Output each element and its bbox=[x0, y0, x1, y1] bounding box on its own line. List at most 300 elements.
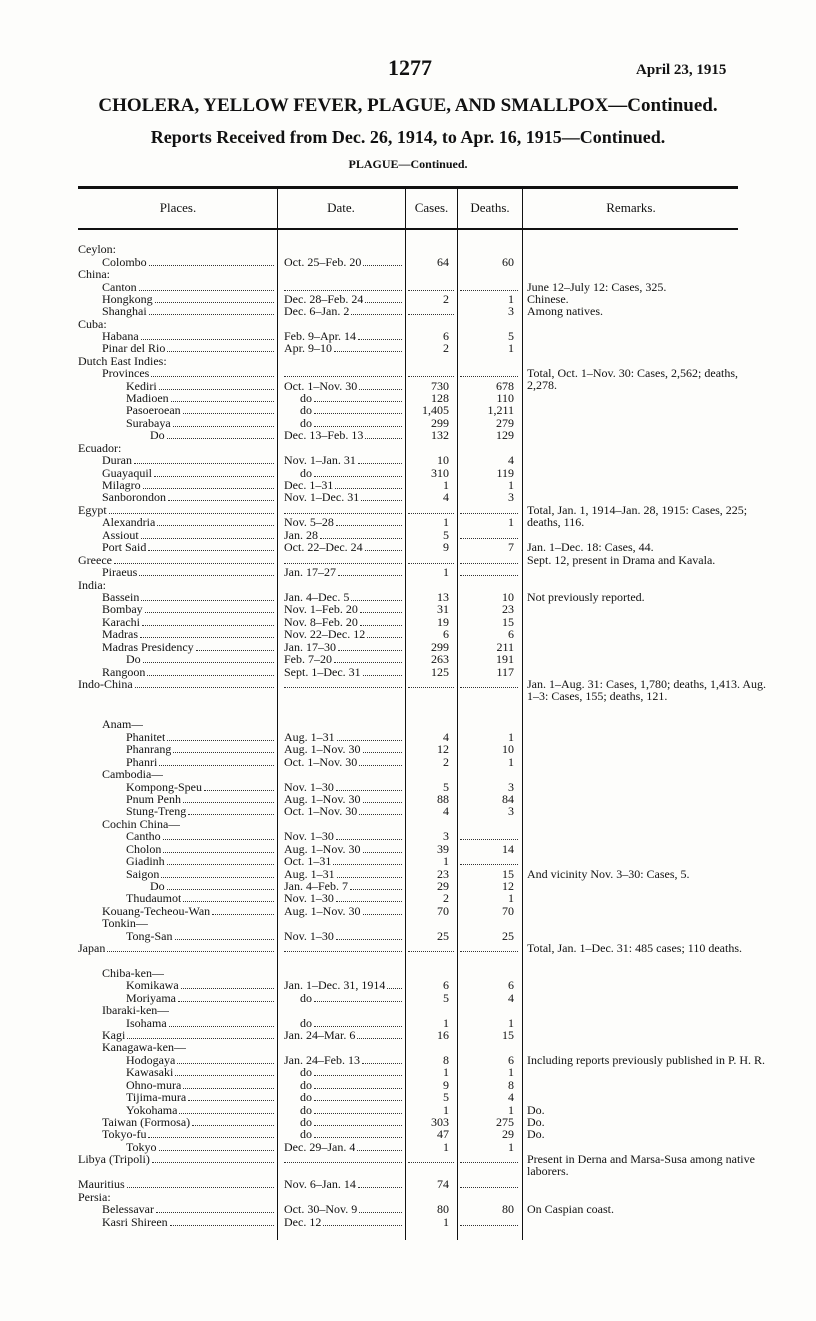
dot-leader bbox=[314, 1088, 402, 1089]
deaths-value: 80 bbox=[502, 1203, 514, 1216]
report-date: Jan. 4–Dec. 5 bbox=[284, 591, 350, 604]
remark-text: Jan. 1–Dec. 18: Cases, 44. bbox=[527, 540, 654, 554]
dot-leader bbox=[314, 1113, 402, 1114]
table-row bbox=[0, 1216, 816, 1229]
table-row bbox=[0, 768, 816, 781]
dot-leader bbox=[167, 351, 274, 352]
cases-value: 80 bbox=[437, 1203, 449, 1216]
dot-leader bbox=[141, 339, 274, 340]
dot-leader bbox=[151, 376, 274, 377]
dot-leader bbox=[148, 550, 274, 551]
report-date: Aug. 1–Nov. 30 bbox=[284, 905, 361, 918]
dot-leader bbox=[460, 513, 518, 514]
place-name: Libya (Tripoli) bbox=[78, 1153, 150, 1166]
dot-leader bbox=[178, 1001, 274, 1002]
deaths-value: 15 bbox=[502, 1029, 514, 1042]
table-row bbox=[0, 855, 816, 868]
cases-value: 1 bbox=[443, 1066, 449, 1079]
dot-leader bbox=[350, 889, 402, 890]
report-date: Jan. 28 bbox=[284, 529, 318, 542]
dot-leader bbox=[114, 563, 274, 564]
report-date: do bbox=[300, 1128, 312, 1141]
dot-leader bbox=[367, 637, 402, 638]
cases-value: 4 bbox=[443, 805, 449, 818]
cases-value: 2 bbox=[443, 756, 449, 769]
dot-leader bbox=[314, 413, 402, 414]
report-date: Jan. 1–Dec. 31, 1914 bbox=[284, 979, 386, 992]
dot-leader bbox=[107, 951, 274, 952]
deaths-value: 1 bbox=[508, 756, 514, 769]
deaths-value: 3 bbox=[508, 305, 514, 318]
deaths-value: 4 bbox=[508, 1091, 514, 1104]
dot-leader bbox=[183, 901, 274, 902]
report-date: Jan. 24–Mar. 6 bbox=[284, 1029, 356, 1042]
deaths-value: 14 bbox=[502, 843, 514, 856]
dot-leader bbox=[284, 951, 402, 952]
dot-leader bbox=[149, 265, 274, 266]
cases-value: 19 bbox=[437, 616, 449, 629]
cases-value: 1 bbox=[443, 516, 449, 529]
report-date: Oct. 25–Feb. 20 bbox=[284, 256, 362, 269]
dot-leader bbox=[314, 1100, 402, 1101]
report-date: do bbox=[300, 1079, 312, 1092]
deaths-value: 3 bbox=[508, 805, 514, 818]
report-date: Oct. 1–Nov. 30 bbox=[284, 805, 358, 818]
place-name: Madras Presidency bbox=[102, 641, 194, 654]
place-name: Taiwan (Formosa) bbox=[102, 1116, 191, 1129]
dot-leader bbox=[460, 951, 518, 952]
deaths-value: 191 bbox=[496, 653, 514, 666]
dot-leader bbox=[181, 988, 274, 989]
dot-leader bbox=[183, 1088, 274, 1089]
cases-value: 9 bbox=[443, 541, 449, 554]
cases-value: 1 bbox=[443, 479, 449, 492]
table-row bbox=[0, 603, 816, 616]
place-name: Moriyama bbox=[126, 992, 176, 1005]
report-date: Dec. 1–31 bbox=[284, 479, 334, 492]
cases-value: 1,405 bbox=[422, 404, 449, 417]
dot-leader bbox=[460, 1225, 518, 1226]
dot-leader bbox=[460, 575, 518, 576]
place-name: Madioen bbox=[126, 392, 169, 405]
dot-leader bbox=[460, 290, 518, 291]
report-date: do bbox=[300, 392, 312, 405]
place-name: Port Said bbox=[102, 541, 147, 554]
report-date: do bbox=[300, 1091, 312, 1104]
place-name: Yokohama bbox=[126, 1104, 178, 1117]
place-name: Tokyo bbox=[126, 1141, 157, 1154]
dot-leader bbox=[363, 265, 402, 266]
dot-leader bbox=[338, 575, 402, 576]
dot-leader bbox=[141, 600, 274, 601]
place-name: Tijima-mura bbox=[126, 1091, 187, 1104]
deaths-value: 1,211 bbox=[487, 404, 514, 417]
place-name: Guayaquil bbox=[102, 467, 152, 480]
dot-leader bbox=[336, 839, 402, 840]
dot-leader bbox=[460, 563, 518, 564]
section-heading: PLAGUE—Continued. bbox=[348, 157, 468, 171]
cases-value: 2 bbox=[443, 342, 449, 355]
table-row bbox=[0, 628, 816, 641]
cases-value: 125 bbox=[431, 666, 449, 679]
dot-leader bbox=[359, 814, 402, 815]
dot-leader bbox=[460, 376, 518, 377]
deaths-value: 5 bbox=[508, 330, 514, 343]
report-date: Aug. 1–Nov. 30 bbox=[284, 843, 361, 856]
cases-value: 1 bbox=[443, 1017, 449, 1030]
cases-value: 128 bbox=[431, 392, 449, 405]
place-name: Phanrang bbox=[126, 743, 172, 756]
place-name: Mauritius bbox=[78, 1178, 125, 1191]
place-name: Piraeus bbox=[102, 566, 138, 579]
dot-leader bbox=[167, 438, 274, 439]
dot-leader bbox=[284, 1162, 402, 1163]
deaths-value: 84 bbox=[502, 793, 514, 806]
dot-leader bbox=[460, 864, 518, 865]
dot-leader bbox=[159, 389, 274, 390]
dot-leader bbox=[192, 1125, 274, 1126]
deaths-value: 4 bbox=[508, 992, 514, 1005]
deaths-value: 15 bbox=[502, 616, 514, 629]
col-header-cases: Cases. bbox=[414, 200, 449, 215]
dot-leader bbox=[408, 376, 454, 377]
dot-leader bbox=[334, 662, 402, 663]
cases-value: 3 bbox=[443, 830, 449, 843]
place-name: Do bbox=[150, 429, 165, 442]
cases-value: 74 bbox=[437, 1178, 449, 1191]
dot-leader bbox=[408, 290, 454, 291]
place-name: Pinar del Rio bbox=[102, 342, 166, 355]
dot-leader bbox=[358, 339, 402, 340]
place-name: Isohama bbox=[126, 1017, 167, 1030]
cases-value: 6 bbox=[443, 330, 449, 343]
dot-leader bbox=[156, 1212, 274, 1213]
report-date: Oct. 22–Dec. 24 bbox=[284, 541, 363, 554]
report-date: Jan. 4–Feb. 7 bbox=[284, 880, 348, 893]
dot-leader bbox=[314, 1125, 402, 1126]
cases-value: 29 bbox=[437, 880, 449, 893]
report-date: do bbox=[300, 404, 312, 417]
dot-leader bbox=[284, 290, 402, 291]
table-row bbox=[0, 1128, 816, 1141]
dot-leader bbox=[365, 438, 402, 439]
place-name: Milagro bbox=[102, 479, 141, 492]
table-row bbox=[0, 429, 816, 442]
table-row bbox=[0, 830, 816, 843]
dot-leader bbox=[408, 1162, 454, 1163]
report-date: Jan. 17–30 bbox=[284, 641, 336, 654]
col-header-places: Places. bbox=[159, 200, 197, 215]
table-row bbox=[0, 342, 816, 355]
report-date: Dec. 13–Feb. 13 bbox=[284, 429, 364, 442]
dot-leader bbox=[408, 513, 454, 514]
report-date: Dec. 6–Jan. 2 bbox=[284, 305, 350, 318]
dot-leader bbox=[140, 637, 274, 638]
dot-leader bbox=[338, 650, 402, 651]
table-row bbox=[0, 942, 816, 955]
deaths-value: 10 bbox=[502, 591, 514, 604]
page-title: CHOLERA, YELLOW FEVER, PLAGUE, AND SMALLPOX—Continued. bbox=[98, 95, 718, 116]
place-name: Sanborondon bbox=[102, 491, 166, 504]
place-name: Komikawa bbox=[126, 979, 179, 992]
deaths-value: 1 bbox=[508, 1141, 514, 1154]
dot-leader bbox=[334, 351, 402, 352]
dot-leader bbox=[314, 401, 402, 402]
dot-leader bbox=[183, 413, 274, 414]
report-date: Oct. 1–31 bbox=[284, 855, 332, 868]
deaths-value: 29 bbox=[502, 1128, 514, 1141]
table-row bbox=[0, 917, 816, 930]
cases-value: 25 bbox=[437, 930, 449, 943]
remark-text: Jan. 1–Aug. 31: Cases, 1,780; deaths, 1,413. Aug. 1–3: Cases, 155; deaths, 121. bbox=[527, 677, 766, 703]
deaths-value: 1 bbox=[508, 479, 514, 492]
cases-value: 12 bbox=[437, 743, 449, 756]
place-name: Cantho bbox=[126, 830, 161, 843]
dot-leader bbox=[188, 1100, 274, 1101]
dot-leader bbox=[336, 790, 402, 791]
place-name: Canton bbox=[102, 281, 137, 294]
deaths-value: 1 bbox=[508, 1066, 514, 1079]
remark-text: Total, Jan. 1, 1914–Jan. 28, 1915: Cases, 225; deaths, 116. bbox=[527, 503, 748, 529]
place-name: Ceylon: bbox=[78, 243, 116, 256]
remark-text: June 12–July 12: Cases, 325. bbox=[527, 280, 667, 294]
dot-leader bbox=[363, 752, 402, 753]
dot-leader bbox=[135, 687, 274, 688]
report-date: Nov. 6–Jan. 14 bbox=[284, 1178, 356, 1191]
cases-value: 1 bbox=[443, 1216, 449, 1229]
dot-leader bbox=[323, 1225, 402, 1226]
table-row bbox=[0, 1152, 816, 1178]
report-date: Oct. 30–Nov. 9 bbox=[284, 1203, 358, 1216]
cases-value: 263 bbox=[431, 653, 449, 666]
place-name: Do bbox=[150, 880, 165, 893]
deaths-value: 70 bbox=[502, 905, 514, 918]
dot-leader bbox=[173, 752, 274, 753]
cases-value: 13 bbox=[437, 591, 449, 604]
dot-leader bbox=[168, 500, 274, 501]
dot-leader bbox=[357, 1038, 402, 1039]
remark-text: Do. bbox=[527, 1115, 545, 1129]
deaths-value: 10 bbox=[502, 743, 514, 756]
place-name: Habana bbox=[102, 330, 139, 343]
report-date: Nov. 1–30 bbox=[284, 830, 334, 843]
report-date: Nov. 5–28 bbox=[284, 516, 334, 529]
deaths-value: 6 bbox=[508, 628, 514, 641]
place-name: China: bbox=[78, 268, 110, 281]
dot-leader bbox=[387, 988, 402, 989]
place-name: Pasoeroean bbox=[126, 404, 181, 417]
dot-leader bbox=[204, 790, 274, 791]
dot-leader bbox=[170, 1225, 274, 1226]
dot-leader bbox=[196, 650, 274, 651]
dot-leader bbox=[159, 1150, 274, 1151]
cases-value: 1 bbox=[443, 1104, 449, 1117]
table-row bbox=[0, 566, 816, 579]
dot-leader bbox=[336, 901, 402, 902]
place-name: Surabaya bbox=[126, 417, 171, 430]
place-name: Hongkong bbox=[102, 293, 153, 306]
remark-text: And vicinity Nov. 3–30: Cases, 5. bbox=[527, 867, 690, 881]
report-date: Aug. 1–31 bbox=[284, 868, 335, 881]
report-date: Aug. 1–Nov. 30 bbox=[284, 793, 361, 806]
place-name: Tokyo-fu bbox=[102, 1128, 147, 1141]
deaths-value: 60 bbox=[502, 256, 514, 269]
deaths-value: 1 bbox=[508, 516, 514, 529]
dot-leader bbox=[363, 852, 402, 853]
place-name: Colombo bbox=[102, 256, 147, 269]
table-row bbox=[0, 892, 816, 905]
dot-leader bbox=[336, 939, 402, 940]
place-name: Duran bbox=[102, 454, 132, 467]
place-name: Karachi bbox=[102, 616, 140, 629]
place-name: Shanghai bbox=[102, 305, 147, 318]
place-name: Kawasaki bbox=[126, 1066, 174, 1079]
place-name: Anam— bbox=[102, 718, 144, 731]
deaths-value: 1 bbox=[508, 892, 514, 905]
dot-leader bbox=[143, 488, 274, 489]
place-name: Belessavar bbox=[102, 1203, 154, 1216]
dot-leader bbox=[361, 500, 402, 501]
report-date: do bbox=[300, 417, 312, 430]
table-row bbox=[0, 677, 816, 703]
report-date: Dec. 29–Jan. 4 bbox=[284, 1141, 356, 1154]
cases-value: 299 bbox=[431, 417, 449, 430]
deaths-value: 275 bbox=[496, 1116, 514, 1129]
report-date: do bbox=[300, 1066, 312, 1079]
dot-leader bbox=[408, 687, 454, 688]
deaths-value: 3 bbox=[508, 781, 514, 794]
dot-leader bbox=[408, 563, 454, 564]
table-row bbox=[0, 979, 816, 992]
dot-leader bbox=[141, 538, 274, 539]
table-row bbox=[0, 404, 816, 417]
remark-text: Total, Jan. 1–Dec. 31: 485 cases; 110 deaths. bbox=[527, 941, 742, 955]
place-name: Phanitet bbox=[126, 731, 166, 744]
cases-value: 10 bbox=[437, 454, 449, 467]
place-name: Phanri bbox=[126, 756, 158, 769]
dot-leader bbox=[314, 1137, 402, 1138]
remark-text: Do. bbox=[527, 1103, 545, 1117]
dot-leader bbox=[179, 1113, 274, 1114]
dot-leader bbox=[337, 740, 402, 741]
remark-text: Among natives. bbox=[527, 304, 603, 318]
dot-leader bbox=[314, 1026, 402, 1027]
deaths-value: 119 bbox=[496, 467, 514, 480]
dot-leader bbox=[357, 1150, 402, 1151]
deaths-value: 6 bbox=[508, 1054, 514, 1067]
cases-value: 730 bbox=[431, 380, 449, 393]
dot-leader bbox=[183, 802, 274, 803]
report-date: Aug. 1–Nov. 30 bbox=[284, 743, 361, 756]
report-date: Oct. 1–Nov. 30 bbox=[284, 756, 358, 769]
dot-leader bbox=[169, 1026, 274, 1027]
table-row bbox=[0, 454, 816, 467]
deaths-value: 678 bbox=[496, 380, 514, 393]
dot-leader bbox=[359, 1212, 402, 1213]
dot-leader bbox=[363, 802, 402, 803]
deaths-value: 110 bbox=[496, 392, 514, 405]
report-date: Nov. 1–Feb. 20 bbox=[284, 603, 358, 616]
dot-leader bbox=[333, 864, 402, 865]
deaths-value: 211 bbox=[496, 641, 514, 654]
dot-leader bbox=[127, 1038, 274, 1039]
dot-leader bbox=[163, 852, 274, 853]
report-date: Nov. 22–Dec. 12 bbox=[284, 628, 366, 641]
dot-leader bbox=[188, 814, 274, 815]
place-name: Bassein bbox=[102, 591, 140, 604]
place-name: Cochin China— bbox=[102, 818, 181, 831]
remark-text: Present in Derna and Marsa-Susa among native laborers. bbox=[527, 1152, 755, 1178]
remark-text: Total, Oct. 1–Nov. 30: Cases, 2,562; deaths, 2,278. bbox=[527, 366, 739, 392]
cases-value: 5 bbox=[443, 1091, 449, 1104]
cases-value: 1 bbox=[443, 566, 449, 579]
dot-leader bbox=[139, 290, 274, 291]
cases-value: 4 bbox=[443, 491, 449, 504]
place-name: Pnum Penh bbox=[126, 793, 182, 806]
dot-leader bbox=[142, 625, 274, 626]
report-date: do bbox=[300, 1116, 312, 1129]
place-name: Tong-San bbox=[126, 930, 173, 943]
report-date: Oct. 1–Nov. 30 bbox=[284, 380, 358, 393]
dot-leader bbox=[314, 426, 402, 427]
deaths-value: 23 bbox=[502, 603, 514, 616]
place-name: Kanagawa-ken— bbox=[102, 1041, 186, 1054]
dot-leader bbox=[365, 302, 402, 303]
dot-leader bbox=[127, 1187, 274, 1188]
cases-value: 88 bbox=[437, 793, 449, 806]
place-name: Cholon bbox=[126, 843, 162, 856]
dot-leader bbox=[212, 914, 274, 915]
place-name: Cambodia— bbox=[102, 768, 164, 781]
deaths-value: 7 bbox=[508, 541, 514, 554]
cases-value: 5 bbox=[443, 992, 449, 1005]
dot-leader bbox=[284, 687, 402, 688]
report-date: do bbox=[300, 1017, 312, 1030]
table-row bbox=[0, 1004, 816, 1017]
table-row bbox=[0, 1091, 816, 1104]
dot-leader bbox=[177, 1063, 274, 1064]
table-row bbox=[0, 305, 816, 318]
remark-text: Not previously reported. bbox=[527, 590, 645, 604]
deaths-value: 6 bbox=[508, 979, 514, 992]
cases-value: 132 bbox=[431, 429, 449, 442]
cases-value: 64 bbox=[437, 256, 449, 269]
dot-leader bbox=[157, 525, 274, 526]
remark-text: On Caspian coast. bbox=[527, 1202, 614, 1216]
table-row bbox=[0, 243, 816, 256]
dot-leader bbox=[148, 1137, 274, 1138]
remark-text: Chinese. bbox=[527, 292, 569, 306]
place-name: Saigon bbox=[126, 868, 160, 881]
dot-leader bbox=[109, 513, 274, 514]
deaths-value: 8 bbox=[508, 1079, 514, 1092]
dot-leader bbox=[175, 939, 274, 940]
cases-value: 4 bbox=[443, 731, 449, 744]
place-name: Dutch East Indies: bbox=[78, 355, 167, 368]
table-row bbox=[0, 718, 816, 731]
report-date: do bbox=[300, 467, 312, 480]
dot-leader bbox=[314, 1001, 402, 1002]
place-name: Egypt bbox=[78, 504, 107, 517]
dot-leader bbox=[134, 463, 274, 464]
cases-value: 70 bbox=[437, 905, 449, 918]
cases-value: 5 bbox=[443, 781, 449, 794]
cases-value: 16 bbox=[437, 1029, 449, 1042]
place-name: Greece bbox=[78, 554, 112, 567]
report-date: Nov. 1–30 bbox=[284, 892, 334, 905]
dot-leader bbox=[171, 401, 274, 402]
dot-leader bbox=[155, 302, 274, 303]
